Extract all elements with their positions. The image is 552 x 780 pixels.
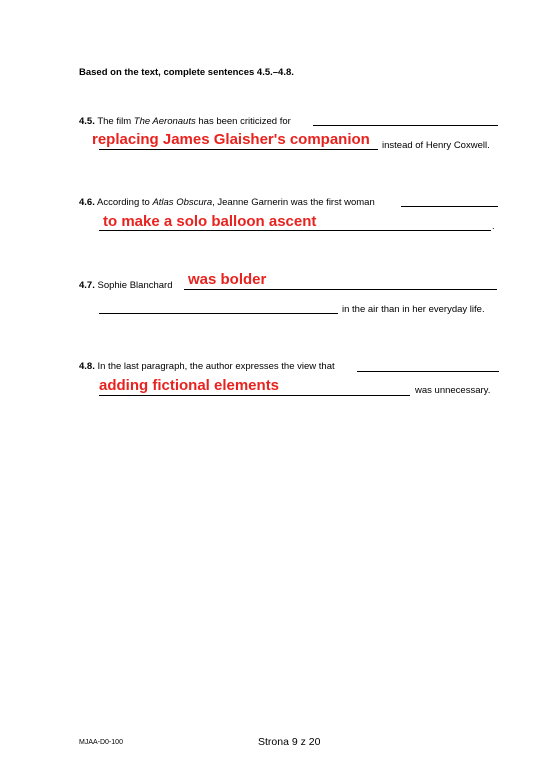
question-text: In the last paragraph, the author expresses the view that [97,361,335,372]
question-text: , Jeanne Garnerin was the first woman [212,197,375,208]
question-4-6-trailing: . [492,221,495,232]
question-number: 4.8. [79,361,95,372]
answer-4-6: to make a solo balloon ascent [103,213,317,230]
answer-blank-4-6a[interactable] [401,206,498,207]
question-italic-title: Atlas Obscura [152,197,213,208]
question-4-6-line-1 [79,197,375,209]
answer-blank-4-8b[interactable] [99,395,410,396]
question-text: The film [97,116,134,127]
answer-blank-4-5a[interactable] [313,125,498,126]
answer-blank-4-7a[interactable] [184,289,497,290]
footer-exam-code: MJAA-D0-100 [79,739,123,746]
question-text: has been criticized for [195,116,291,127]
question-4-5-trailing: instead of Henry Coxwell. [382,140,490,151]
question-text: According to [96,197,153,208]
question-4-8-trailing: was unnecessary. [415,385,491,396]
question-italic-title: The Aeronauts [133,116,196,127]
question-4-7-trailing: in the air than in her everyday life. [342,304,485,315]
answer-blank-4-8a[interactable] [357,371,499,372]
question-4-5-line-1 [79,116,291,128]
question-4-7-line-1 [79,280,173,292]
question-text: Sophie Blanchard [97,280,173,291]
answer-blank-4-7b[interactable] [99,313,338,314]
question-4-8-line-1 [79,361,335,373]
answer-4-8: adding fictional elements [99,377,280,394]
answer-4-7: was bolder [188,271,267,288]
answer-blank-4-5b[interactable] [99,149,378,150]
instruction-text: Based on the text, complete sentences 4.5.–4.8. [79,67,294,78]
question-number: 4.5. [79,116,95,127]
question-number: 4.6. [79,197,95,208]
question-number: 4.7. [79,280,95,291]
footer-page-number: Strona 9 z 20 [258,736,321,748]
answer-blank-4-6b[interactable] [99,230,491,231]
answer-4-5: replacing James Glaisher's companion [92,131,370,148]
